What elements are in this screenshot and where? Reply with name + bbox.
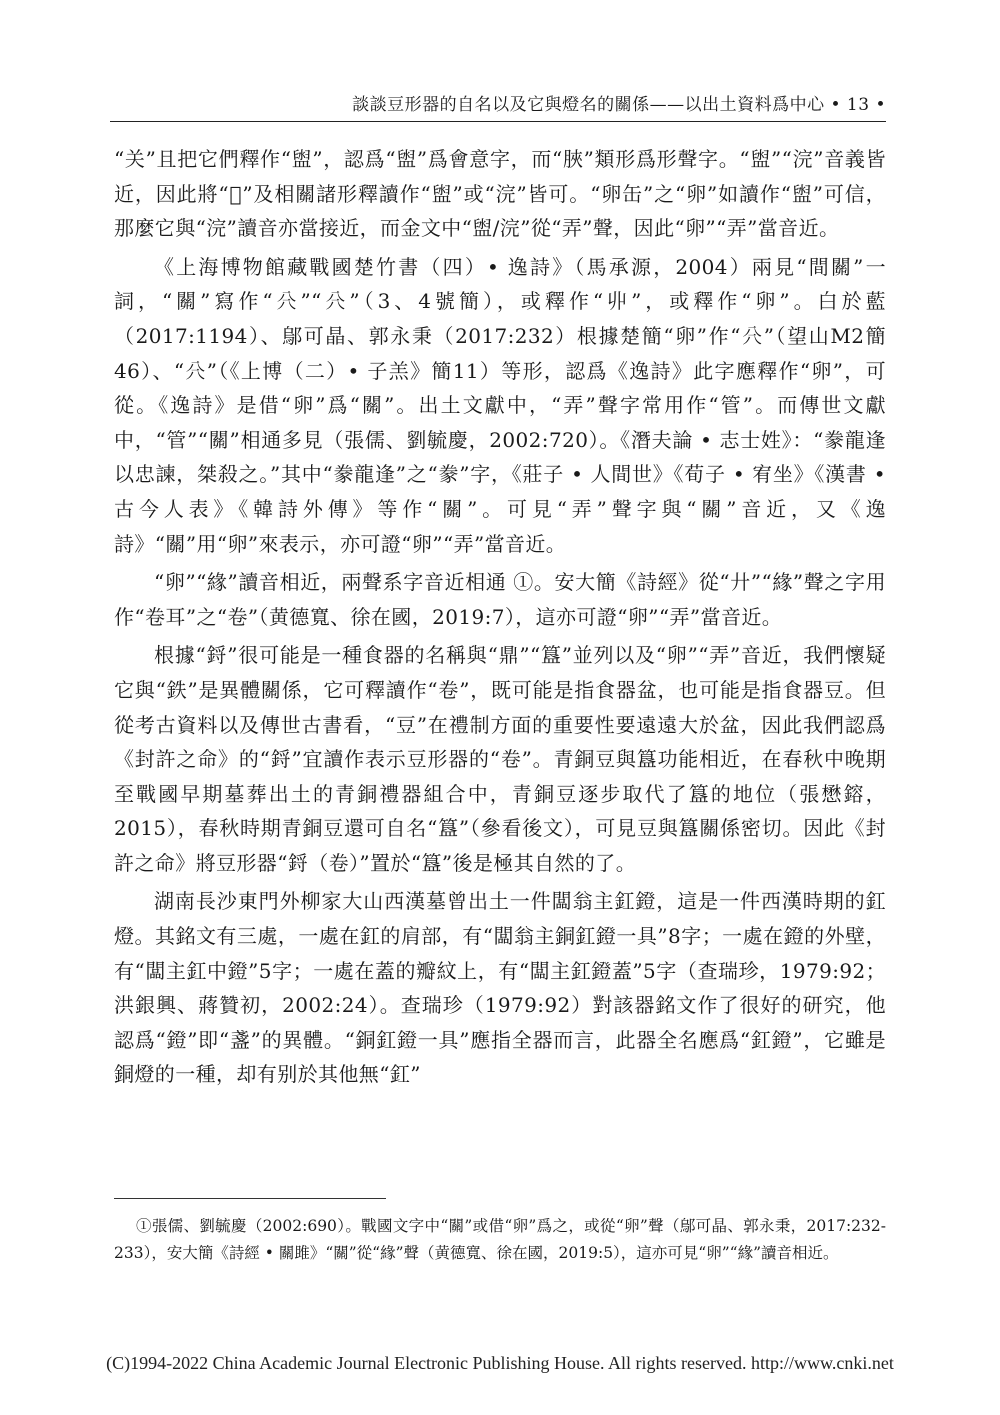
footnote: ①張儒、劉毓慶（2002:690）。戰國文字中“關”或借“卵”爲之，或從“卵”聲（鄔可晶、郭永秉，2017:232-233），安大簡《詩經 • 關雎》“關”從“緣”聲（黄德寬、徐在國，2019:5），這亦可見“卵”“緣”讀音相近。 [114, 1217, 886, 1262]
body-text [114, 142, 886, 1092]
footnote-rule [114, 1198, 386, 1199]
paragraph-1: “关”且把它們釋作“盥”，認爲“盥”爲會意字，而“脥”類形爲形聲字。“盥”“浣”音義皆近，因此將“𨷭”及相關諸形釋讀作“盥”或“浣”皆可。“卵缶”之“卵”如讀作“盥”可信，那麼它與“浣”讀音亦當接近，而金文中“盥/浣”從“弄”聲，因此“卵”“弄”當音近。 [114, 147, 886, 241]
paragraph-4: 根據“鋝”很可能是一種食器的名稱與“鼎”“簋”並列以及“卵”“弄”音近，我們懷疑它與“鉄”是異體關係，它可釋讀作“卷”，既可能是指食器盆，也可能是指食器豆。但從考古資料以及傳世古書看，“豆”在禮制方面的重要性要遠遠大於盆，因此我們認爲《封許之命》的“鋝”宜讀作表示豆形器的“卷”。青銅豆與簋功能相近，在春秋中晚期至戰國早期墓葬出土的青銅禮器組合中，青銅豆逐步取代了簋的地位（張懋鎔，2015），春秋時期青銅豆還可自名“簋”（參看後文），可見豆與簋關係密切。因此《封許之命》將豆形器“鋝（卷）”置於“簋”後是極其自然的了。 [114, 643, 886, 875]
header-rule [110, 121, 886, 122]
copyright-notice: (C)1994-2022 China Academic Journal Electronic Publishing House. All rights reserved. http://www.cnki.net [106, 1353, 894, 1373]
running-header: 談談豆形器的自名以及它與燈名的關係——以出土資料爲中心 • 13 • [352, 95, 886, 115]
paragraph-5: 湖南長沙東門外柳家大山西漢墓曾出土一件闆翁主釭鐙，這是一件西漢時期的釭燈。其銘文有三處，一處在釭的肩部，有“闆翁主銅釭鐙一具”8字；一處在鐙的外壁，有“闆主釭中鐙”5字；一處在蓋的瓣紋上，有“闆主釭鐙蓋”5字（查瑞珍，1979:92；洪銀興、蔣贊初，2002:24）。查瑞珍（1979:92）對該器銘文作了很好的研究，他認爲“鐙”即“盞”的異體。“銅釭鐙一具”應指全器而言，此器全名應爲“釭鐙”，它雖是銅燈的一種，却有别於其他無“釭” [114, 889, 886, 1087]
paragraph-3: “卵”“緣”讀音相近，兩聲系字音近相通 ①。安大簡《詩經》從“廾”“緣”聲之字用作“卷耳”之“卷”（黄德寬、徐在國，2019:7），這亦可證“卵”“弄”當音近。 [114, 570, 886, 629]
paragraph-2: 《上海博物館藏戰國楚竹書（四）• 逸詩》（馬承源，2004）兩見“間關”一詞，“關”寫作“𠔁”“𠔁”（3、4號簡），或釋作“丱”，或釋作“卵”。白於藍（2017:1194）、鄔可晶、郭永秉（2017:232）根據楚簡“卵”作“𠔁”（望山M2簡46）、“𠔁”（《上博（二）• 子羔》簡11）等形，認爲《逸詩》此字應釋作“卵”，可從。《逸詩》是借“卵”爲“關”。出土文獻中，“弄”聲字常用作“管”。而傳世文獻中，“管”“關”相通多見（張儒、劉毓慶，2002:720）。《潛夫論 • 志士姓》：“豢龍逢以忠諫，桀殺之。”其中“豢龍逢”之“豢”字，《莊子 • 人間世》《荀子 • 宥坐》《漢書 • 古今人表》《韓詩外傳》等作“關”。可見“弄”聲字與“關”音近，又《逸詩》“關”用“卵”來表示，亦可證“卵”“弄”當音近。 [114, 254, 886, 556]
